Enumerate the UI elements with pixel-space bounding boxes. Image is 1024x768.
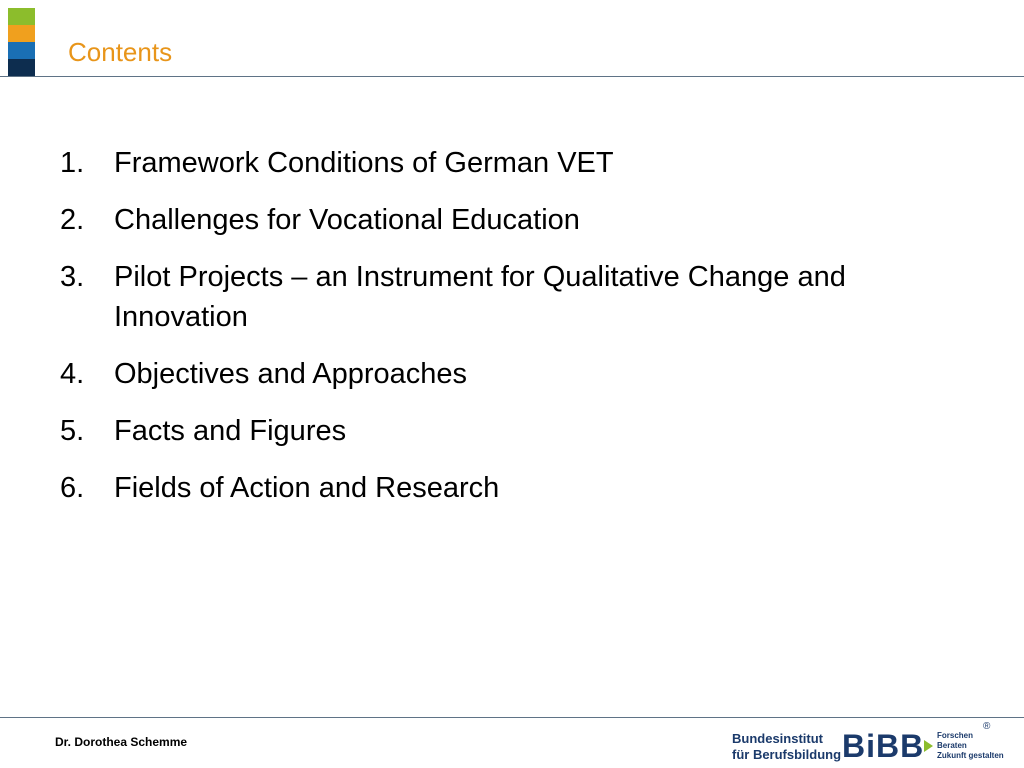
list-item-text: Fields of Action and Research xyxy=(114,472,500,504)
logo-wordmark: BiBB xyxy=(842,728,925,764)
accent-green xyxy=(8,8,35,25)
logo-tagline xyxy=(937,731,1004,761)
list-item-number: 1. xyxy=(60,147,85,179)
list-item-text: Framework Conditions of German VET xyxy=(114,147,614,179)
list-item-text: Challenges for Vocational Education xyxy=(114,204,580,236)
list-item-text: Objectives and Approaches xyxy=(114,358,468,390)
list-item xyxy=(60,200,940,240)
logo-tagline-line1: Forschen xyxy=(937,731,974,740)
accent-orange xyxy=(8,25,35,42)
logo-institute-name xyxy=(732,731,841,763)
list-item xyxy=(60,468,940,508)
list-item-number: 4. xyxy=(60,358,85,390)
registered-mark: ® xyxy=(983,721,991,732)
list-item-text: Facts and Figures xyxy=(114,415,347,447)
slide-title: Contents xyxy=(68,37,173,67)
author-name: Dr. Dorothea Schemme xyxy=(55,735,188,749)
list-item-number: 5. xyxy=(60,415,85,447)
header-divider xyxy=(0,76,1024,77)
list-item xyxy=(60,143,940,183)
accent-navy xyxy=(8,59,35,76)
logo-tagline-line3: Zukunft gestalten xyxy=(937,751,1004,760)
list-item-number: 3. xyxy=(60,261,85,293)
footer-divider xyxy=(0,717,1024,718)
list-item xyxy=(60,354,940,394)
list-item-number: 6. xyxy=(60,472,85,504)
list-item xyxy=(60,257,940,337)
logo-name-line2: für Berufsbildung xyxy=(732,747,842,762)
list-item-number: 2. xyxy=(60,204,85,236)
contents-list xyxy=(60,143,940,525)
accent-blue xyxy=(8,42,35,59)
logo-tagline-line2: Beraten xyxy=(937,741,967,750)
logo-name-line1: Bundesinstitut xyxy=(732,731,823,746)
list-item-text: Pilot Projects – an Instrument for Qualitative Change and Innovation xyxy=(114,261,846,333)
bibb-logo xyxy=(732,721,1014,764)
accent-color-bar xyxy=(8,8,35,76)
list-item xyxy=(60,411,940,451)
logo-arrow-icon xyxy=(924,740,933,752)
